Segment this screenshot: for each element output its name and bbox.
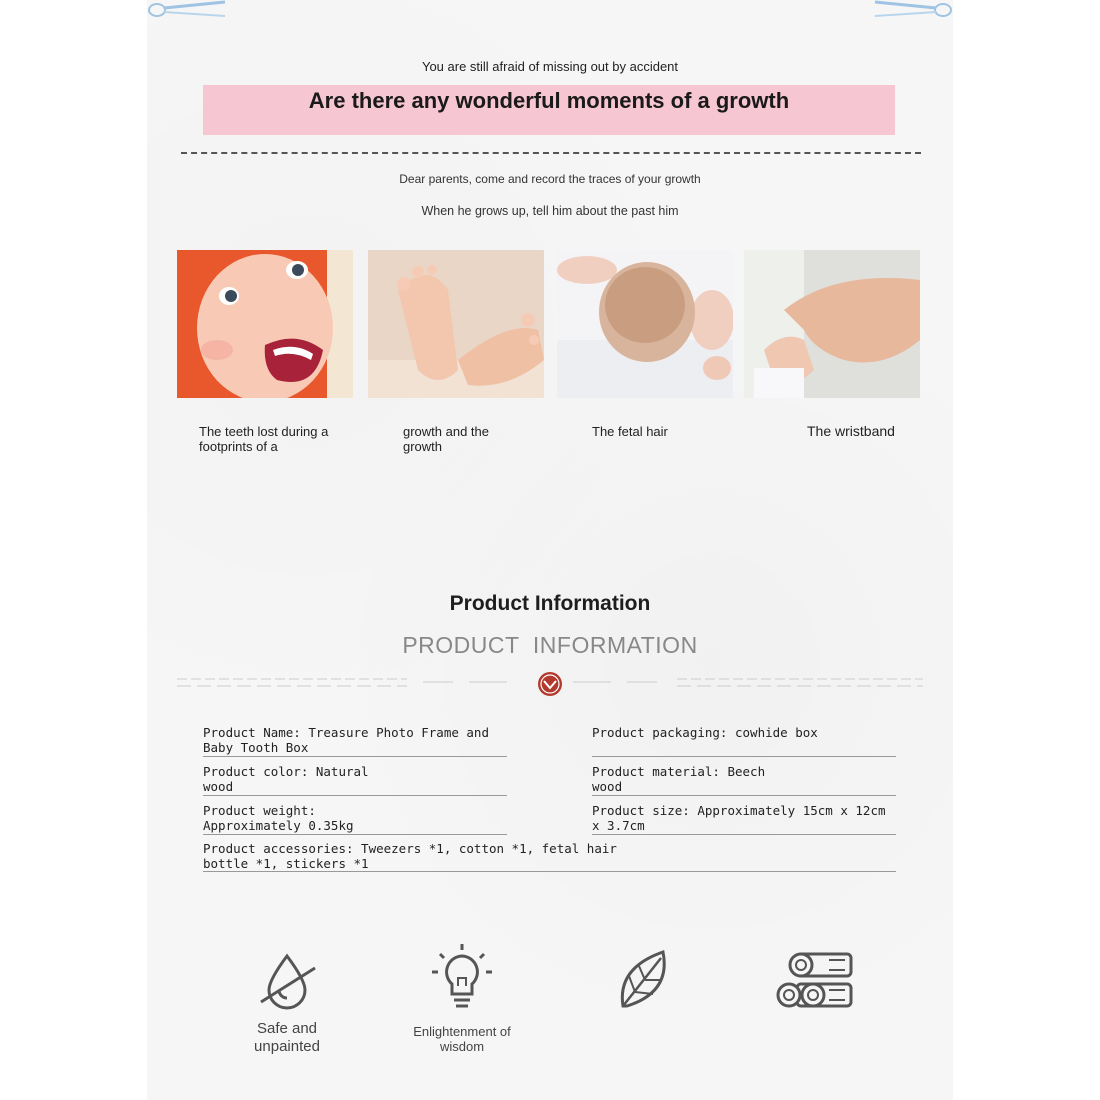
dashed-divider xyxy=(181,152,921,154)
baby-head-photo xyxy=(557,250,733,398)
spec-packaging: Product packaging: cowhide box xyxy=(592,725,818,740)
baby-hand-photo xyxy=(744,250,920,398)
leaf-icon xyxy=(613,948,673,1012)
spec-underline xyxy=(203,795,507,796)
spec-underline xyxy=(592,795,896,796)
product-info-title: Product Information xyxy=(449,592,651,615)
spec-product-name: Product Name: Treasure Photo Frame and Baby Tooth Box xyxy=(203,725,489,755)
spec-weight: Product weight: Approximately 0.35kg xyxy=(203,803,354,833)
headline: Are there any wonderful moments of a growth xyxy=(308,88,790,113)
lightbulb-icon xyxy=(430,942,494,1014)
ornamental-divider xyxy=(177,670,923,698)
spec-accessories: Product accessories: Tweezers *1, cotton *1, fetal hair bottle *1, stickers *1 xyxy=(203,841,617,871)
feature-label: Safe and unpainted xyxy=(254,1020,320,1055)
spec-underline xyxy=(203,871,896,872)
spec-material: Product material: Beech wood xyxy=(592,764,766,794)
baby-feet-photo xyxy=(368,250,544,398)
wood-logs-icon xyxy=(775,950,855,1012)
intro-subtext: Dear parents, come and record the traces of your growth xyxy=(399,172,701,186)
caption-text: The wristband xyxy=(807,423,895,439)
gallery-caption xyxy=(199,424,359,454)
spec-underline xyxy=(203,834,507,835)
no-paint-drop-icon xyxy=(255,950,319,1014)
spec-underline xyxy=(203,756,507,757)
gallery-caption xyxy=(403,424,523,454)
feature-label: Enlightenment of wisdom xyxy=(413,1024,511,1054)
caption-text: growth and the growth xyxy=(403,424,490,454)
gallery-caption xyxy=(807,424,897,439)
spec-color: Product color: Natural wood xyxy=(203,764,369,794)
caption-text: The fetal hair xyxy=(592,424,668,439)
spec-size: Product size: Approximately 15cm x 12cm x 3.7cm xyxy=(592,803,886,833)
scissors-decoration-icon xyxy=(147,0,227,20)
intro-tagline: You are still afraid of missing out by accident xyxy=(421,59,679,74)
product-detail-page xyxy=(147,0,953,1100)
spec-underline xyxy=(592,834,896,835)
product-info-subtitle: PRODUCT INFORMATION xyxy=(402,632,698,658)
laughing-baby-photo xyxy=(177,250,353,398)
spec-underline xyxy=(592,756,896,757)
intro-subtext: When he grows up, tell him about the past him xyxy=(421,204,679,218)
caption-text: The teeth lost during a footprints of a xyxy=(199,424,329,454)
gallery-caption xyxy=(592,424,702,439)
scissors-decoration-icon xyxy=(873,0,953,20)
